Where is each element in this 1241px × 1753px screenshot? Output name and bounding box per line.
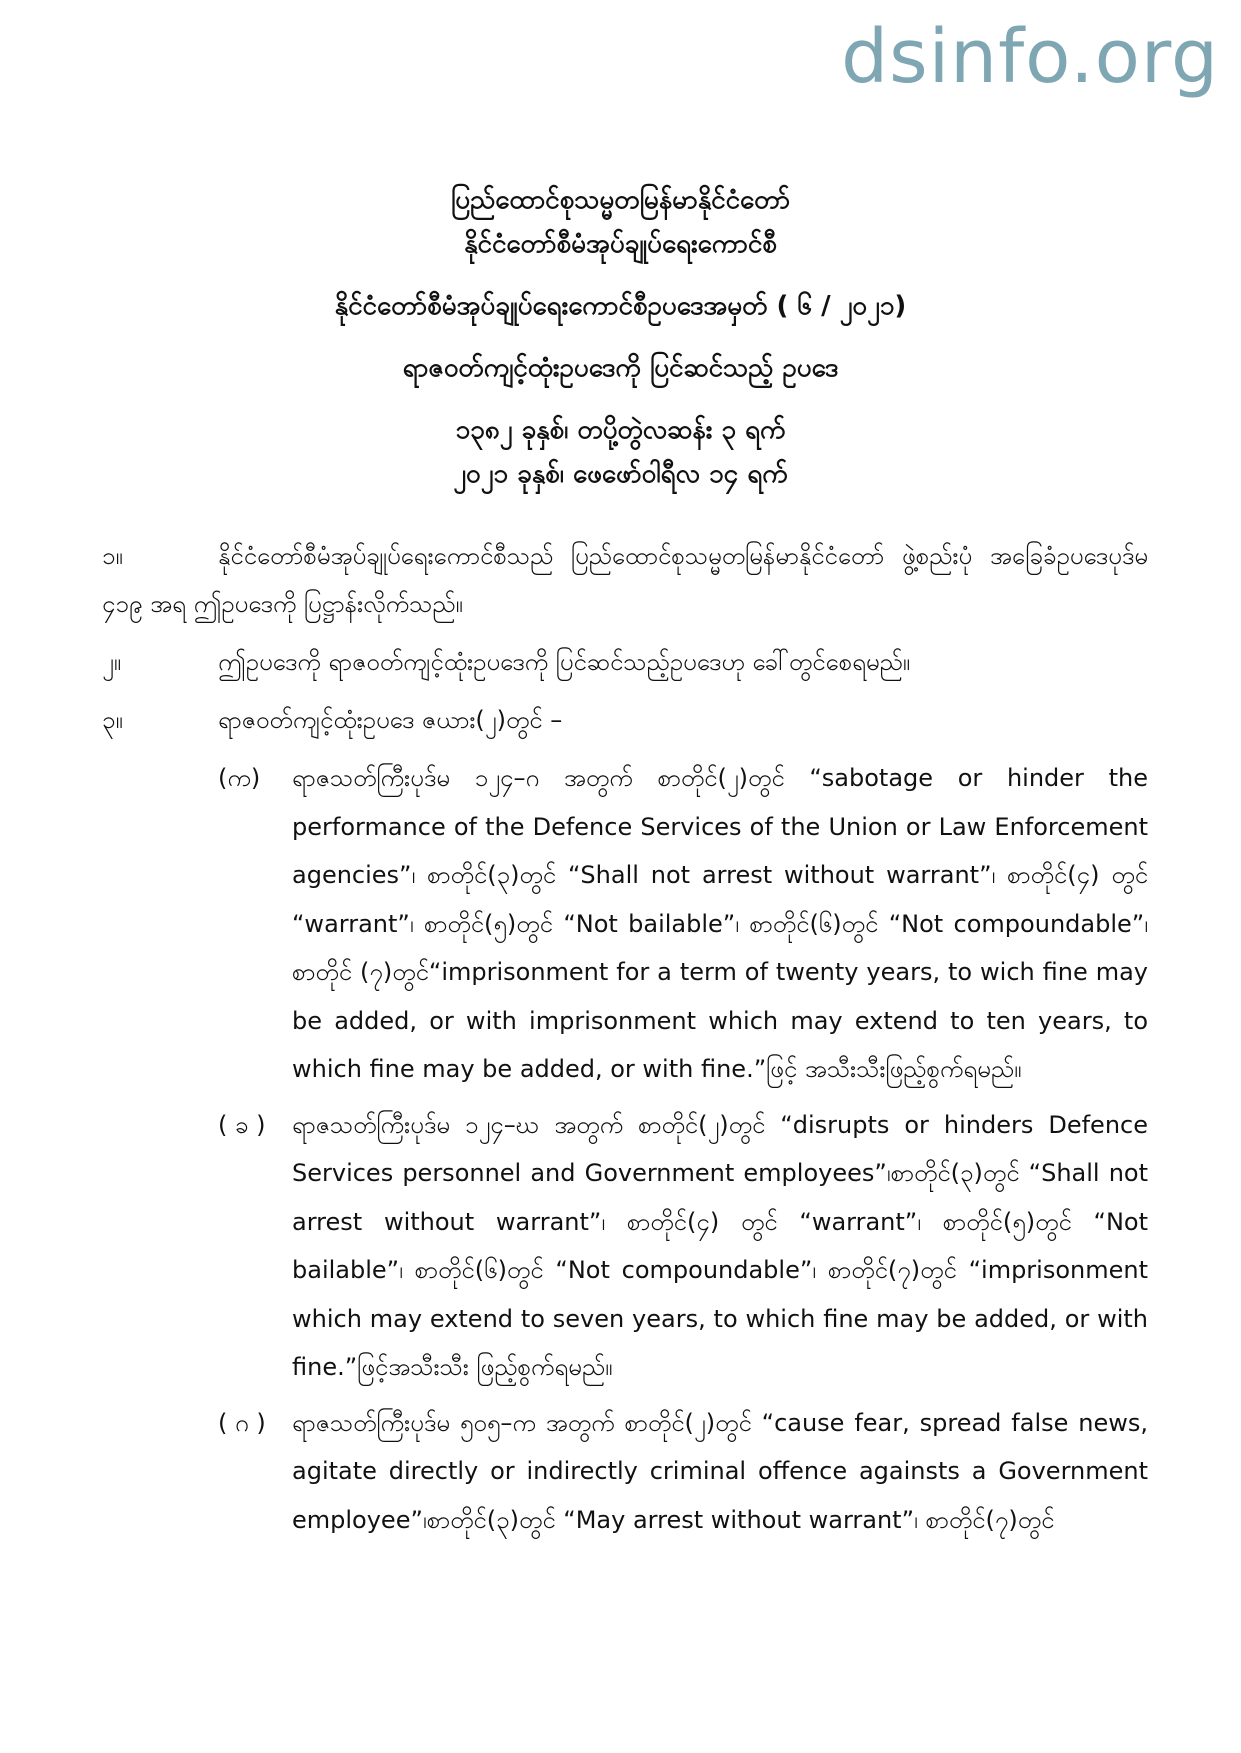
section-text: နိုင်ငံတော်စီမံအုပ်ချုပ်ရေးကောင်စီသည် ပြည်ထောင်စုသမ္မတမြန်မာနိုင်ငံတော် ဖွဲ့စည်းပုံ အခြေခံဥပဒေပုဒ်မ ၄၁၉ အရ ဤဥပဒေကို ပြဋ္ဌာန်းလိုက်သည်။ (102, 542, 1148, 618)
sub-item-kha (218, 1101, 1148, 1392)
section-number: ၃။ (102, 706, 123, 734)
section-text: ဤဥပဒေကို ရာဇဝတ်ကျင့်ထုံးဥပဒေကို ပြင်ဆင်သည့်ဥပဒေဟု ခေါ်တွင်စေရမည်။ (218, 648, 911, 676)
document-header (0, 178, 1241, 496)
section-number: ၂။ (102, 648, 122, 676)
item-label: (က) (218, 764, 261, 792)
law-title: ရာဇဝတ်ကျင့်ထုံးဥပဒေကို ပြင်ဆင်သည့် ဥပဒေ (402, 353, 839, 383)
date-gregorian: ၂၀၂၁ ခုနှစ်၊ ဖေဖော်ဝါရီလ ၁၄ ရက် (453, 459, 788, 489)
section-1 (102, 532, 1148, 628)
country-name: ပြည်ထောင်စုသမ္မတမြန်မာနိုင်ငံတော် (450, 185, 791, 215)
item-label: ( ခ ) (218, 1110, 266, 1139)
item-text: ရာဇသတ်ကြီးပုဒ်မ ၅၀၅–က အတွက် စာတိုင်(၂)တွင် “cause fear, spread false news, agitate directly or indirectly criminal offence againsts a Government employee”၊စာတိုင်(၃)တွင် “May arrest without warrant”၊ စာတိုင်(၇)တွင် (292, 1408, 1148, 1534)
item-label: ( ဂ ) (218, 1408, 266, 1437)
sub-item-ka (218, 754, 1148, 1094)
law-number: နိုင်ငံတော်စီမံအုပ်ချုပ်ရေးကောင်စီဥပဒေအမှတ် ( ၆ / ၂၀၂၁) (334, 291, 907, 321)
item-text: ရာဇသတ်ကြီးပုဒ်မ ၁၂၄–ဂ အတွက် စာတိုင်(၂)တွင် “sabotage or hinder the performance of the Defence Services of the Union or Law Enforcement agencies”၊ စာတိုင်(၃)တွင် “Shall not arrest without warrant”၊ စာတိုင်(၄) တွင် “warrant”၊ စာတိုင်(၅)တွင် “Not bailable”၊ စာတိုင်(၆)တွင် “Not compoundable”၊ စာတိုင် (၇)တွင်“imprisonment for a term of twenty years, to wich fine may be added, or with imprisonment which may extend to ten years, to which fine may be added, or with fine.”ဖြင့် အသီးသီးဖြည့်စွက်ရမည်။ (292, 764, 1148, 1083)
document-body (102, 532, 1148, 1551)
date-myanmar: ၁၃၈၂ ခုနှစ်၊ တပို့တွဲလဆန်း ၃ ရက် (455, 415, 786, 445)
section-text: ရာဇဝတ်ကျင့်ထုံးဥပဒေ ဇယား(၂)တွင် – (218, 706, 563, 734)
item-text: ရာဇသတ်ကြီးပုဒ်မ ၁၂၄–ဃ အတွက် စာတိုင်(၂)တွင် “disrupts or hinders Defence Services personnel and Government employees”၊စာတိုင်(၃)တွင် “Shall not arrest without warrant”၊ စာတိုင်(၄) တွင် “warrant”၊ စာတိုင်(၅)တွင် “Not bailable”၊ စာတိုင်(၆)တွင် “Not compoundable”၊ စာတိုင်(၇)တွင် “imprisonment which may extend to seven years, to which fine may be added, or with fine.”ဖြင့်အသီးသီး ဖြည့်စွက်ရမည်။ (292, 1110, 1148, 1381)
section-number: ၁။ (102, 542, 123, 570)
sub-item-ga (218, 1399, 1148, 1545)
watermark: dsinfo.org (841, 14, 1219, 100)
council-name: နိုင်ငံတော်စီမံအုပ်ချုပ်ရေးကောင်စီ (464, 229, 777, 259)
section-2 (102, 638, 1148, 686)
section-3 (102, 696, 1148, 744)
